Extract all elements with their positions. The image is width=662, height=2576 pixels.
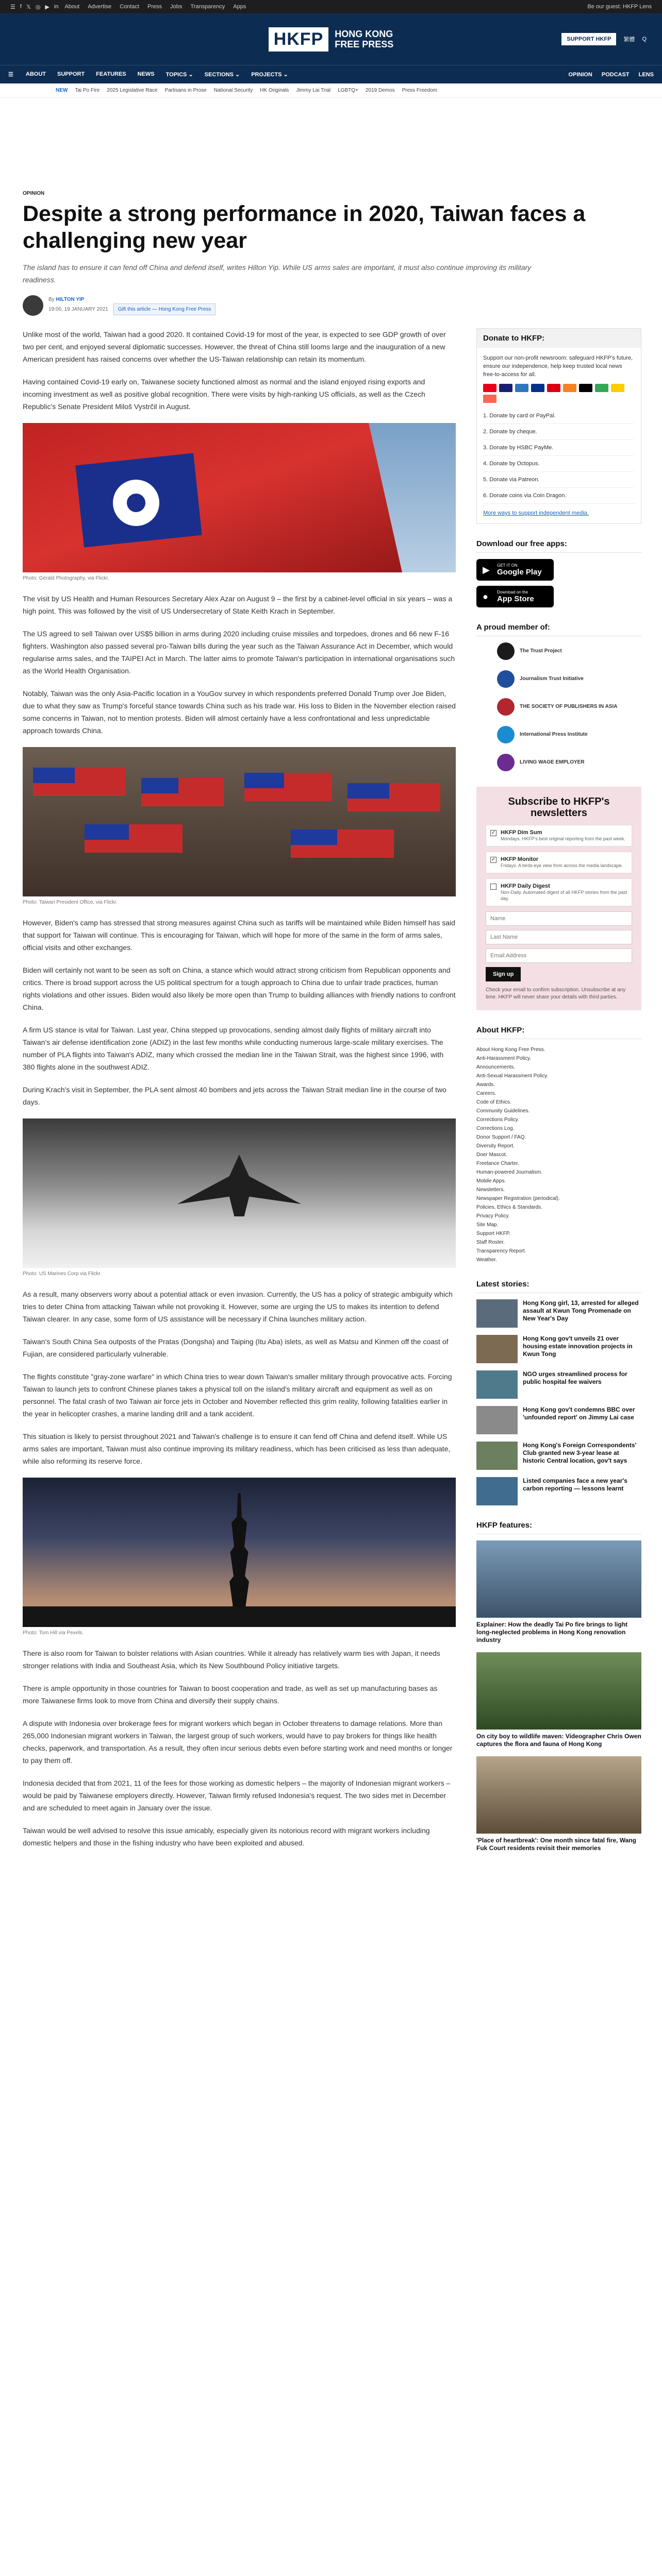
sopa-icon <box>497 698 515 716</box>
article-paragraph: There is also room for Taiwan to bolster relations with Asian countries. While it already has relatively warm ties with Japan, it needs stronger relations with India and Southeast Asia, which its New Southbound Policy initiative targets. <box>23 1649 440 1670</box>
utility-link-contact[interactable]: Contact <box>120 4 139 10</box>
story-title[interactable]: Hong Kong girl, 13, arrested for alleged assault at Kwun Tong Promenade on New Year's Day <box>523 1299 639 1322</box>
photo-caption: Photo: Gérald Photography, via Flickr. <box>23 575 109 581</box>
menu-icon[interactable]: ☰ <box>10 4 15 10</box>
newsletter-option-dim-sum[interactable] <box>486 825 632 846</box>
article-dek: The island has to ensure it can fend off China and defend itself, writes Hilton Yip. While US arms sales are important, it must also continue improving its military readiness. <box>23 263 532 284</box>
taiwan-flag-photo <box>23 423 456 572</box>
latest-story[interactable] <box>476 1477 641 1505</box>
new-badge: NEW <box>56 88 68 93</box>
about-link[interactable]: Staff Roster. <box>476 1240 505 1245</box>
utility-link-apps[interactable]: Apps <box>233 4 246 10</box>
support-hkfp-button[interactable]: SUPPORT HKFP <box>561 33 616 45</box>
newsletter-widget <box>476 787 641 1010</box>
article-paragraph: The flights constitute "gray-zone warfare" in which China tries to wear down Taiwan's smaller military through provocative acts. Forcing Taiwan to launch jets to confront Chinese planes takes a physical toll on the island's military aircraft and equipment as well as on personnel. The fatal crash of two Taiwan air force jets in October and November reflected this grim reality, following fatalities earlier in the year in helicopter crashes, a marine landing drill and a tank accident. <box>23 1372 452 1418</box>
trending-link[interactable]: Press Freedom <box>402 88 437 93</box>
site-header <box>0 13 662 65</box>
nav-right <box>568 72 654 78</box>
member-name: Journalism Trust Initiative <box>520 676 584 682</box>
about-link[interactable]: Anti-Sexual Harassment Policy. <box>476 1073 549 1079</box>
donate-title: Donate to HKFP: <box>477 329 641 348</box>
about-link[interactable]: Mobile Apps. <box>476 1178 506 1184</box>
utility-link-about[interactable]: About <box>64 4 80 10</box>
nav-features[interactable]: FEATURES <box>96 71 126 77</box>
trending-link[interactable]: Partisans in Prose <box>164 88 207 93</box>
newsletter-option-monitor[interactable] <box>486 852 632 873</box>
newsletter-desc: Non-Daily. Automated digest of all HKFP stories from the past day. <box>501 890 627 901</box>
member-ipi[interactable] <box>497 726 641 743</box>
donate-options <box>483 408 635 504</box>
publish-date: 19:00, 19 JANUARY 2021 <box>48 307 108 312</box>
photo-caption: Photo: US Marines Corp via Flickr. <box>23 1271 102 1277</box>
story-thumbnail[interactable] <box>476 1299 518 1328</box>
apple-icon: ● <box>483 591 488 602</box>
article-paragraph: A firm US stance is vital for Taiwan. Last year, China stepped up provocations, sending almost daily flights of military aircraft into Taiwan's air defense identification zone (ADIZ) in the last few months while conducting numerous large-scale military exercises. The number of PLA flights into Taiwan's ADIZ, many which crossed the median line in the Taiwan Strait, was the highest since 1996, with 380 flights alone in the southwest ADIZ. <box>23 1026 444 1071</box>
logo-mark: HKFP <box>269 27 329 52</box>
donate-option[interactable]: 5. Donate via Patreon. <box>483 472 635 488</box>
search-icon[interactable]: Q <box>642 36 647 42</box>
story-thumbnail[interactable] <box>476 1335 518 1363</box>
logo-line-1: HONG KONG <box>335 29 393 39</box>
article-paragraph: Taiwan's South China Sea outposts of the Pratas (Dongsha) and Taiping (Itu Aba) islets, as well as Matsu and Kinmen off the coast of Fujian, are considered particularly vulnerable. <box>23 1337 449 1358</box>
checkbox-checked-icon[interactable]: ✓ <box>491 857 496 862</box>
google-play-small: GET IT ON <box>497 563 518 568</box>
member-name: THE SOCIETY OF PUBLISHERS IN ASIA <box>520 704 618 709</box>
feature-title[interactable]: 'Place of heartbreak': One month since fatal fire, Wang Fuk Court residents revisit their memories <box>476 1837 637 1852</box>
nav-about[interactable]: ABOUT <box>25 71 46 77</box>
content-columns <box>0 316 662 1860</box>
page-container <box>0 98 662 1860</box>
story-title[interactable]: Listed companies face a new year's carbon reporting — lessons learnt <box>523 1477 627 1492</box>
members-title: A proud member of: <box>476 623 641 636</box>
fighter-jet-photo <box>23 1118 456 1268</box>
nav-opinion[interactable]: OPINION <box>568 71 592 78</box>
last-name-input[interactable] <box>486 930 632 944</box>
about-link[interactable]: Announcements. <box>476 1064 516 1070</box>
article-paragraph: There is ample opportunity in those countries for Taiwan to boost cooperation and trade, as well as set up manufacturing bases as more Taiwanese firms look to move from China and diversify their supply chains. <box>23 1684 438 1705</box>
feature-thumbnail[interactable] <box>476 1540 641 1618</box>
sidebar <box>476 328 641 1860</box>
about-link[interactable]: Awards. <box>476 1082 495 1088</box>
nav-projects[interactable]: PROJECTS ⌄ <box>251 72 288 78</box>
app-store-small: Download on the <box>497 590 528 595</box>
apps-section <box>476 539 641 607</box>
utility-link-advertise[interactable]: Advertise <box>88 4 112 10</box>
about-links <box>476 1045 641 1264</box>
paypal-icon <box>531 384 544 392</box>
article-paragraph: This situation is likely to persist throughout 2021 and Taiwan's challenge is to ensure it can fend off China and defend itself. While US arms sales are important, Taiwan must also continue improving its military readiness, which has been criticised as less than adequate, while also reforming its reserve force. <box>23 1432 451 1465</box>
unionpay-icon <box>563 384 576 392</box>
donate-option[interactable]: 6. Donate coins via Coin Dragon. <box>483 488 635 504</box>
member-jti[interactable] <box>497 670 641 688</box>
flags-street-photo <box>23 747 456 896</box>
about-link[interactable]: Careers. <box>476 1091 496 1096</box>
about-link[interactable]: Weather. <box>476 1257 497 1263</box>
nav-items <box>26 71 288 78</box>
utility-link-jobs[interactable]: Jobs <box>170 4 183 10</box>
member-living-wage[interactable] <box>497 754 641 771</box>
photo-flag-shape <box>141 778 224 806</box>
trending-link[interactable]: Tai Po Fire <box>75 88 100 93</box>
living-wage-icon <box>497 754 515 771</box>
about-link[interactable]: Donor Support / FAQ. <box>476 1134 526 1140</box>
member-name: LIVING WAGE EMPLOYER <box>520 759 585 765</box>
app-store-big: App Store <box>497 595 534 603</box>
feature-story[interactable] <box>476 1756 641 1852</box>
trending-bar <box>0 83 662 98</box>
nav-support[interactable]: SUPPORT <box>57 71 85 77</box>
member-name: The Trust Project <box>520 648 562 654</box>
features-section <box>476 1521 641 1852</box>
article-paragraph: Indonesia decided that from 2021, 11 of the fees for those working as domestic helpers – the majority of Indonesian migrant workers – would be paid by Taiwanese employers directly. However, Taiwan firmly refused Indonesia's request. The two sides met in December and are scheduled to meet again in January over the issue. <box>23 1779 451 1812</box>
google-play-icon: ▶ <box>483 565 490 575</box>
google-play-button[interactable] <box>476 559 554 581</box>
latest-section <box>476 1280 641 1505</box>
features-title: HKFP features: <box>476 1521 641 1534</box>
app-store-button[interactable] <box>476 586 554 607</box>
twitter-icon[interactable]: 𝕏 <box>26 4 31 10</box>
about-title: About HKFP: <box>476 1026 641 1039</box>
story-thumbnail[interactable] <box>476 1406 518 1434</box>
article-paragraph: As a result, many observers worry about a potential attack or even invasion. Currently, the US has a policy of strategic ambiguity which tries to deter China from attacking Taiwan while not provoking it. However, some are urging the US to makes its intention to defend Taiwan clearer. In any case, some form of US assistance will be necessary if China launches military action. <box>23 1290 453 1323</box>
byline-meta: By HILTON YIP 19:00, 19 JANUARY 2021 Gift this article — Hong Kong Free Press <box>48 296 216 315</box>
photo-caption: Photo: Taiwan President Office, via Flickr. <box>23 900 118 905</box>
latest-story[interactable] <box>476 1442 641 1470</box>
site-logo[interactable] <box>269 27 394 52</box>
about-link[interactable]: Privacy Policy. <box>476 1213 510 1219</box>
lens-link[interactable]: Be our guest: HKFP Lens <box>587 4 652 10</box>
about-link[interactable]: Support HKFP. <box>476 1231 510 1236</box>
member-sopa[interactable] <box>497 698 641 716</box>
about-link[interactable]: Newspaper Registration (periodical). <box>476 1196 560 1201</box>
article-paragraph: Taiwan would be well advised to resolve this issue amicably, especially given its notorious record with migrant workers including domestic helpers and those in the fishing industry who have been exploited and abused. <box>23 1826 430 1847</box>
story-thumbnail[interactable] <box>476 1477 518 1505</box>
trending-link[interactable]: 2025 Legislative Race <box>107 88 158 93</box>
latest-story[interactable] <box>476 1335 641 1363</box>
article-paragraph: During Krach's visit in September, the PLA sent almost 40 bombers and jets across the Taiwan Strait median line in the course of two days. <box>23 1086 446 1106</box>
youtube-icon[interactable]: ▶ <box>45 4 49 10</box>
article-paragraph: A dispute with Indonesia over brokerage fees for migrant workers which began in October threatens to damage relations. More than 265,000 Indonesian migrant workers in Taiwan, the largest group of such workers, would have to pay brokers for things like health checks, paperwork, and transportation. As a result, they often incur serious debts even before starting work and need months or longer to pay them off. <box>23 1719 453 1765</box>
email-input[interactable] <box>486 948 632 963</box>
google-play-big: Google Play <box>497 568 542 577</box>
more-ways-link[interactable]: More ways to support independent media. <box>483 510 589 516</box>
main-nav <box>0 65 662 83</box>
newsletter-desc: Mondays. HKFP's best original reporting from the past week. <box>501 836 625 841</box>
checkbox-checked-icon[interactable]: ✓ <box>491 830 496 836</box>
about-link[interactable]: Corrections Policy. <box>476 1117 519 1123</box>
trending-link[interactable]: 2019 Demos <box>365 88 395 93</box>
article-paragraph: Notably, Taiwan was the only Asia-Pacific location in a YouGov survey in which respondents preferred Donald Trump over Joe Biden, due to what they saw as Trump's forceful stance towards China such as his trade war. His loss to Biden in the November election raised some concerns in Taiwan, not to mention protests. Biden will almost certainly have a less confrontational and less unpredictable approach towards China. <box>23 689 456 735</box>
signup-button[interactable]: Sign up <box>486 967 521 981</box>
about-link[interactable]: Site Map. <box>476 1222 499 1228</box>
latest-story[interactable] <box>476 1370 641 1399</box>
about-section <box>476 1026 641 1264</box>
ipi-icon <box>497 726 515 743</box>
photo-flag-shape <box>244 773 332 801</box>
about-link[interactable]: About Hong Kong Free Press. <box>476 1047 545 1053</box>
about-link[interactable]: Code of Ethics. <box>476 1099 511 1105</box>
story-thumbnail[interactable] <box>476 1370 518 1399</box>
donate-widget <box>476 328 641 524</box>
about-link[interactable]: Newsletters. <box>476 1187 505 1193</box>
author-avatar[interactable] <box>23 295 43 316</box>
newsletter-name: HKFP Dim Sum <box>501 829 542 836</box>
apps-title: Download our free apps: <box>476 539 641 553</box>
gift-article-button[interactable]: Gift this article — Hong Kong Free Press <box>113 303 216 315</box>
article-paragraph: Having contained Covid-19 early on, Taiwanese society functioned almost as normal and the island enjoyed rising exports and incoming investment as well as positive global recognition. There were visits by high-ranking US officials, as well as the Czech Republic's Senate President Miloš Vystrčil in August. <box>23 378 425 411</box>
feature-story[interactable] <box>476 1652 641 1748</box>
newsletter-note: Check your email to confirm subscription. Unsubscribe at any time. HKFP will never share your details with third parties. <box>486 987 626 1000</box>
newsletter-option-daily-digest[interactable] <box>486 878 632 906</box>
article-paragraph: The US agreed to sell Taiwan over US$5 billion in arms during 2020 including cruise missiles and torpedoes, drones and 66 new F-16 fighters. Washington also passed several pro-Taiwan bills during the year such as the Taiwan Assurance Act in December, which would regularise arms sales, and the TAIPEI Act in March. The latter aims to promote Taiwan's participation in international organisations such as the World Health Organisation. <box>23 630 455 675</box>
article-headline: Despite a strong performance in 2020, Taiwan faces a challenging new year <box>23 201 586 253</box>
about-link[interactable]: Transparency Report. <box>476 1248 526 1254</box>
about-link[interactable]: Freelance Charter. <box>476 1161 519 1166</box>
instagram-icon[interactable]: ◎ <box>35 4 41 10</box>
hsbc-icon <box>547 384 560 392</box>
language-toggle[interactable]: 繁體 <box>623 37 635 43</box>
about-link[interactable]: Corrections Log. <box>476 1126 515 1131</box>
nav-topics[interactable]: TOPICS ⌄ <box>166 72 193 78</box>
newsletter-name: HKFP Daily Digest <box>501 883 550 889</box>
about-link[interactable]: Anti-Harassment Policy. <box>476 1056 531 1061</box>
photo-caption: Photo: Tom Hill via Pexels. <box>23 1630 84 1636</box>
amex-icon <box>515 384 528 392</box>
google-pay-icon <box>595 384 608 392</box>
feature-thumbnail[interactable] <box>476 1652 641 1730</box>
checkbox-icon[interactable] <box>490 884 496 890</box>
newsletter-desc: Fridays. A birds-eye view from across the media landscape. <box>501 863 623 868</box>
members-section <box>476 623 641 771</box>
donate-option[interactable]: 3. Donate by HSBC PayMe. <box>483 440 635 456</box>
utility-link-press[interactable]: Press <box>147 4 162 10</box>
utility-links <box>64 4 246 10</box>
article-paragraph: Unlike most of the world, Taiwan had a good 2020. It contained Covid-19 for most of the year, is expected to see GDP growth of over two per cent, and enjoyed several diplomatic successes. However, the threat of China still looms large and the inauguration of a new American president has raised concerns over whether the US-Taiwan relationship can retain its momentum. <box>23 330 446 363</box>
newsletter-name: HKFP Monitor <box>501 856 539 862</box>
trending-link[interactable]: LGBTQ+ <box>338 88 358 93</box>
author-link[interactable]: HILTON YIP <box>56 297 85 302</box>
article-paragraph: However, Biden's camp has stressed that strong measures against China such as tariffs will be maintained while Biden himself has said that support for Taiwan will continue. This is encouraging for Taiwan, which will hope for more of the same in the form of arms sales, official visits and other exchanges. <box>23 919 455 952</box>
about-link[interactable]: Human-powered Journalism. <box>476 1170 542 1175</box>
jti-icon <box>497 670 515 688</box>
article-body <box>23 328 456 1860</box>
photo-flag-shape <box>33 768 126 796</box>
utility-bar <box>0 0 662 13</box>
about-link[interactable]: Diversity Report. <box>476 1143 515 1149</box>
about-link[interactable]: Policies, Ethics & Standards. <box>476 1205 542 1210</box>
patreon-icon <box>483 395 496 403</box>
octopus-icon <box>611 384 624 392</box>
about-link[interactable]: Community Guidelines. <box>476 1108 530 1114</box>
logo-wordmark <box>335 29 393 49</box>
nav-menu-icon[interactable]: ☰ <box>8 72 13 78</box>
nav-sections[interactable]: SECTIONS ⌄ <box>204 72 240 78</box>
visa-icon <box>499 384 512 392</box>
jet-silhouette <box>177 1155 301 1216</box>
feature-thumbnail[interactable] <box>476 1756 641 1834</box>
story-title[interactable]: Hong Kong gov't unveils 21 over housing estate innovation projects in Kwun Tong <box>523 1335 633 1358</box>
member-trust-project[interactable] <box>497 642 641 660</box>
latest-story[interactable] <box>476 1406 641 1434</box>
section-label[interactable]: OPINION <box>23 191 45 196</box>
trending-link[interactable]: National Security <box>213 88 253 93</box>
feature-story[interactable] <box>476 1540 641 1644</box>
member-name: International Press Institute <box>520 732 588 737</box>
photo-flag-shape <box>347 783 440 811</box>
latest-title: Latest stories: <box>476 1280 641 1293</box>
photo-sky <box>322 423 456 572</box>
about-link[interactable]: Doer Mascot. <box>476 1152 507 1158</box>
utility-link-transparency[interactable]: Transparency <box>190 4 225 10</box>
latest-story[interactable] <box>476 1299 641 1328</box>
article-paragraph: Biden will certainly not want to be seen as soft on China, a stance which would attract strong criticism from Republican opponents and critics. There is broad support across the US political spectrum for a tough approach to China due to unfair trade practices, human rights violations and other issues. Biden would also likely be more open than Trump to building alliances with friendly nations to confront China. <box>23 966 456 1011</box>
story-title[interactable]: Hong Kong gov't condemns BBC over 'unfounded report' on Jimmy Lai case <box>523 1406 635 1421</box>
apple-pay-icon <box>579 384 592 392</box>
article-paragraph: The visit by US Health and Human Resources Secretary Alex Azar on August 9 – the first by a cabinet-level official in six years – was a high point. This was followed by the visit of US Undersecretary of State Keith Krach in September. <box>23 595 453 615</box>
story-thumbnail[interactable] <box>476 1442 518 1470</box>
city-skyline <box>23 1606 456 1627</box>
nav-podcast[interactable]: PODCAST <box>601 71 630 78</box>
payment-cards <box>483 384 635 403</box>
social-icons <box>10 4 58 10</box>
photo-flag-shape <box>291 829 394 858</box>
nav-news[interactable]: NEWS <box>137 71 155 77</box>
newsletter-title: Subscribe to HKFP's newsletters <box>508 796 610 819</box>
feature-title[interactable]: Explainer: How the deadly Tai Po fire brings to light long-neglected problems in Hong Kong renovation industry <box>476 1621 628 1643</box>
donate-option[interactable]: 1. Donate by card or PayPal. <box>483 408 635 424</box>
photo-flag-shape <box>85 824 183 853</box>
donate-text: Support our non-profit newsroom: safeguard HKFP's future, ensure our independence, help keep trusted local news free-to-access for all. <box>483 355 633 378</box>
story-title[interactable]: Hong Kong's Foreign Correspondents' Club granted new 3-year lease at historic Central location, gov't says <box>523 1442 637 1464</box>
trending-link[interactable]: HK Originals <box>260 88 289 93</box>
header-actions <box>561 33 647 45</box>
first-name-input[interactable] <box>486 911 632 926</box>
feature-title[interactable]: On city boy to wildlife maven: Videographer Chris Owen captures the flora and fauna of Hong Kong <box>476 1733 641 1748</box>
logo-line-2: FREE PRESS <box>335 39 394 49</box>
story-title[interactable]: NGO urges streamlined process for public hospital fee waivers <box>523 1370 627 1385</box>
trending-link[interactable]: Jimmy Lai Trial <box>296 88 331 93</box>
donate-option[interactable]: 4. Donate by Octopus. <box>483 456 635 472</box>
nav-lens[interactable]: LENS <box>638 71 654 78</box>
facebook-icon[interactable]: f <box>20 3 22 10</box>
trust-project-icon <box>497 642 515 660</box>
linkedin-icon[interactable]: in <box>54 3 59 10</box>
mastercard-icon <box>483 384 496 392</box>
article-header <box>0 98 662 316</box>
taipei-101-photo <box>23 1478 456 1627</box>
donate-option[interactable]: 2. Donate by cheque. <box>483 424 635 440</box>
byline <box>23 295 639 316</box>
